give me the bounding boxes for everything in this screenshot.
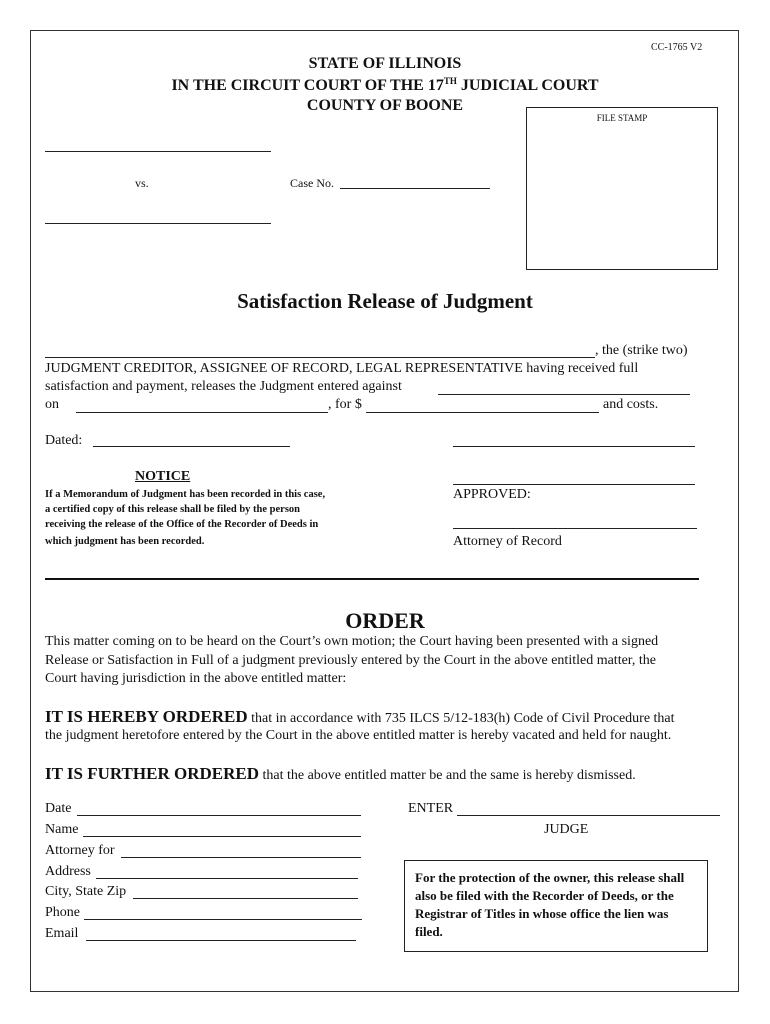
judge-signature-line[interactable] xyxy=(457,815,720,816)
judge-label: JUDGE xyxy=(544,822,589,837)
name-label: Name xyxy=(45,822,79,837)
address-label: Address xyxy=(45,864,91,879)
email-field[interactable] xyxy=(86,940,356,941)
document-title: Satisfaction Release of Judgment xyxy=(237,289,533,313)
creditor-line[interactable] xyxy=(45,357,595,358)
amount-label: , for $ xyxy=(328,397,362,412)
header-state: STATE OF ILLINOIS xyxy=(308,55,462,72)
case-number-label: Case No. xyxy=(290,176,334,190)
order-para-line-1: This matter coming on to be heard on the Court’s own motion; the Court having been presented with a signed xyxy=(45,634,659,649)
notice-line-4: which judgment has been recorded. xyxy=(45,536,205,547)
release-line-2: JUDGMENT CREDITOR, ASSIGNEE OF RECORD, LEGAL REPRESENTATIVE having received full xyxy=(45,361,639,376)
order-title: ORDER xyxy=(345,608,425,633)
debtor-line[interactable] xyxy=(438,394,690,395)
city-state-zip-field[interactable] xyxy=(133,898,358,899)
defendant-line[interactable] xyxy=(45,223,271,224)
notice-line-3: receiving the release of the Office of the Recorder of Deeds in xyxy=(45,519,319,530)
phone-label: Phone xyxy=(45,905,80,920)
plaintiff-line[interactable] xyxy=(45,151,271,152)
creditor-signature-line[interactable] xyxy=(453,446,695,447)
attorney-of-record-label: Attorney of Record xyxy=(453,534,562,549)
protection-notice-box xyxy=(404,860,708,952)
address-field[interactable] xyxy=(96,878,358,879)
on-label: on xyxy=(45,397,59,412)
dated-line[interactable] xyxy=(93,446,290,447)
file-stamp-box xyxy=(526,107,718,270)
city-state-zip-label: City, State Zip xyxy=(45,884,127,899)
date-entered-line[interactable] xyxy=(76,412,328,413)
costs-label: and costs. xyxy=(603,397,659,412)
amount-line[interactable] xyxy=(366,412,599,413)
approved-signature-line[interactable] xyxy=(453,484,695,485)
email-label: Email xyxy=(45,926,79,941)
form-number: CC-1765 V2 xyxy=(651,42,703,53)
vs-label: vs. xyxy=(135,176,149,190)
header-county: COUNTY OF BOONE xyxy=(306,97,464,114)
dated-label: Dated: xyxy=(45,433,83,448)
attorney-signature-line[interactable] xyxy=(453,528,697,529)
protection-notice-text: For the protection of the owner, this release shall also be filed with the Recorder of Deeds, or the Registrar of Titles in whose office the lien was filed. xyxy=(415,870,685,939)
section-divider xyxy=(45,578,699,580)
notice-line-1: If a Memorandum of Judgment has been recorded in this case, xyxy=(45,489,326,500)
release-line-3: satisfaction and payment, releases the Judgment entered against xyxy=(45,379,402,394)
header-court: IN THE CIRCUIT COURT OF THE 17TH JUDICIAL COURT xyxy=(171,76,599,94)
order-para-line-2: Release or Satisfaction in Full of a judgment previously entered by the Court in the above entitled matter, the xyxy=(45,653,657,668)
name-field[interactable] xyxy=(83,836,361,837)
order-para-line-3: Court having jurisdiction in the above entitled matter: xyxy=(45,671,347,686)
hereby-ordered-line-2: the judgment heretofore entered by the Court in the above entitled matter is hereby vacated and held for naught. xyxy=(45,728,672,743)
hereby-ordered-line-1: IT IS HEREBY ORDERED that in accordance with 735 ILCS 5/12-183(h) Code of Civil Procedure that xyxy=(45,707,675,726)
approved-label: APPROVED: xyxy=(453,487,531,502)
further-ordered: IT IS FURTHER ORDERED that the above entitled matter be and the same is hereby dismissed. xyxy=(45,764,636,783)
file-stamp-label: FILE STAMP xyxy=(596,113,648,123)
case-number-line[interactable] xyxy=(340,188,490,189)
phone-field[interactable] xyxy=(84,919,362,920)
date-label: Date xyxy=(45,801,72,816)
date-field[interactable] xyxy=(77,815,361,816)
strike-two-text: , the (strike two) xyxy=(595,343,688,358)
notice-line-2: a certified copy of this release shall be filed by the person xyxy=(45,504,300,515)
attorney-for-label: Attorney for xyxy=(45,843,115,858)
notice-title: NOTICE xyxy=(135,469,191,484)
enter-label: ENTER xyxy=(408,801,454,816)
attorney-for-field[interactable] xyxy=(121,857,361,858)
